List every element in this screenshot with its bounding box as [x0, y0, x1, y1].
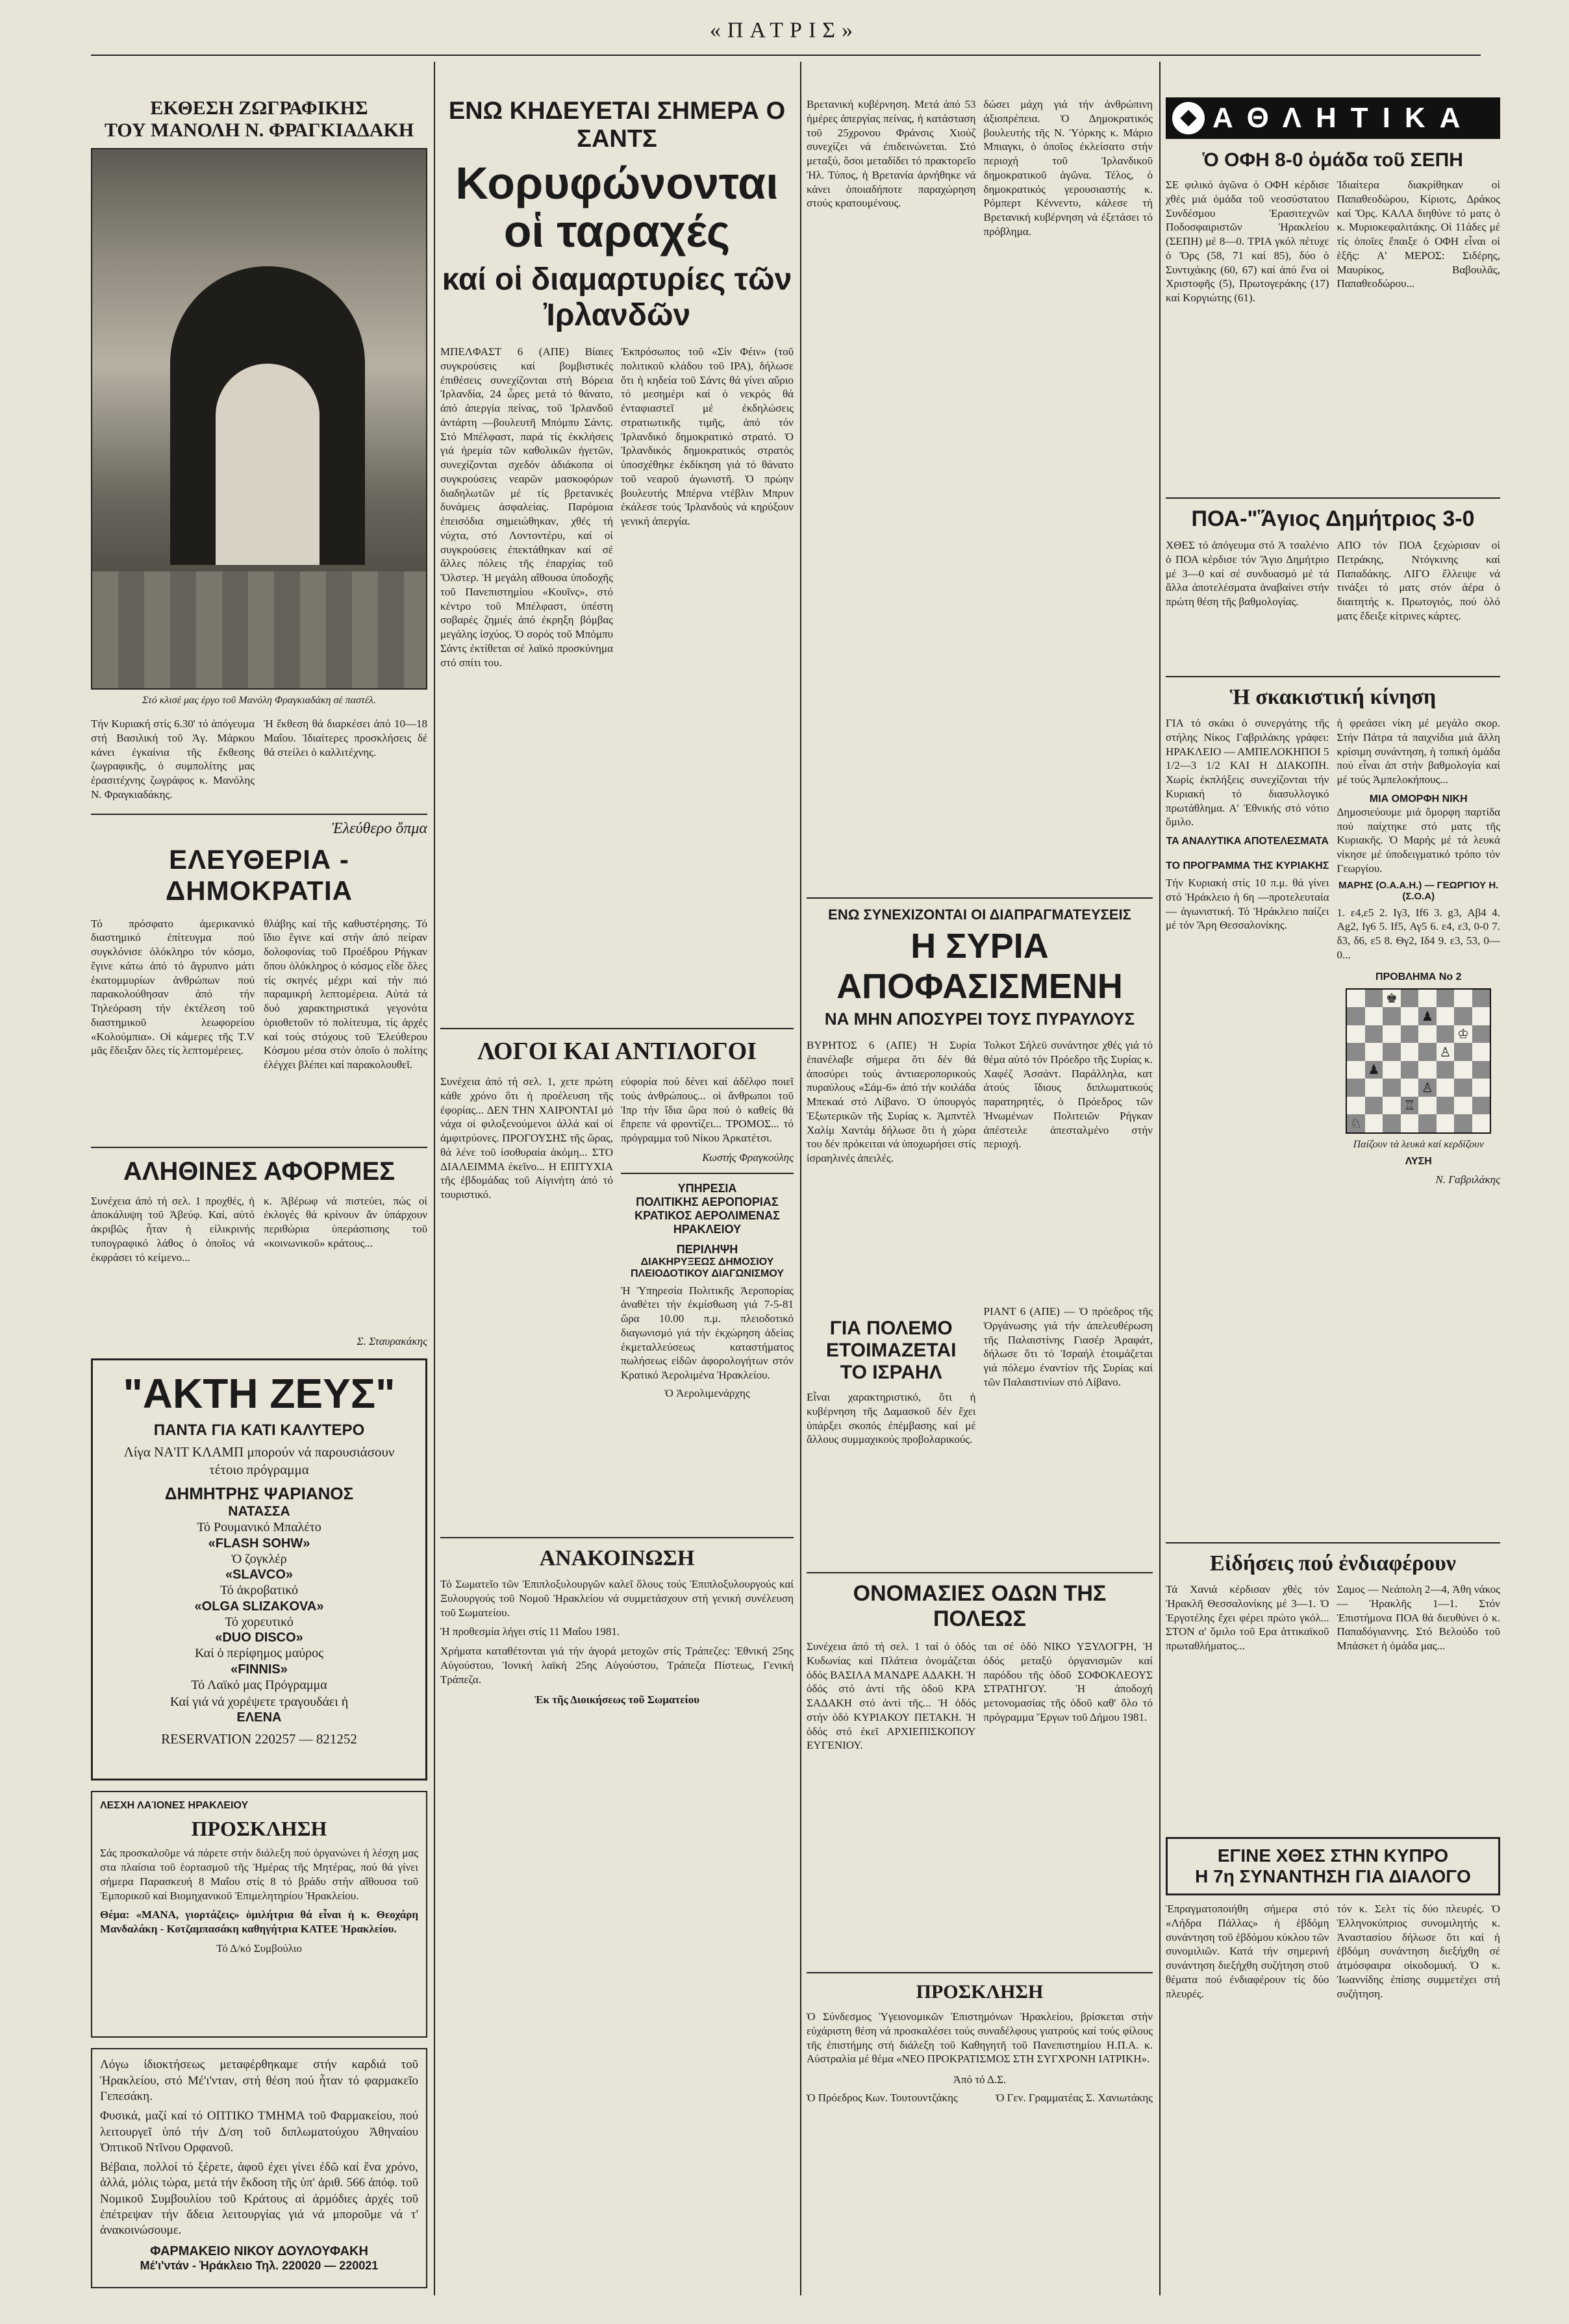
section-divider [1166, 497, 1500, 499]
lineup-item: Καί γιά νά χορέψετε τραγουδάει ἡ [169, 1694, 349, 1709]
chess-square [1418, 1079, 1437, 1097]
chess-programme-title: ΤΟ ΠΡΟΓΡΑΜΜΑ ΤΗΣ ΚΥΡΙΑΚΗΣ [1166, 860, 1329, 871]
chess-square [1401, 1079, 1419, 1097]
column-4 [1166, 97, 1500, 2305]
summary-subtitle: ΔΙΑΚΗΡΥΞΕΩΣ ΔΗΜΟΣΙΟΥ ΠΛΕΙΟΔΟΤΙΚΟΥ ΔΙΑΓΩΝΙΣΜΟΥ [631, 1256, 784, 1279]
chess-square [1383, 1043, 1401, 1061]
football-icon [1172, 102, 1205, 134]
chess-square [1383, 1007, 1401, 1025]
reservation-phone: RESERVATION 220257 — 821252 [161, 1731, 357, 1747]
invitation-title: ΠΡΟΣΚΛΗΣΗ [191, 1817, 327, 1841]
chess-square [1437, 1043, 1455, 1061]
chess-problem-title: ΠΡΟΒΛΗΜΑ Νο 2 [1375, 971, 1462, 982]
freedom-headline: ΕΛΕΥΘΕΡΙΑ - ΔΗΜΟΚΡΑΤΙΑ [166, 843, 353, 906]
lineup-item: «DUO DISCO» [215, 1631, 303, 1645]
chess-square [1365, 1097, 1383, 1115]
chess-square [1401, 1097, 1419, 1115]
chess-piece-icon: ♔ [1457, 1026, 1469, 1042]
chess-square [1472, 1097, 1490, 1115]
chess-square [1454, 1061, 1472, 1079]
chess-square [1454, 1114, 1472, 1132]
israel-war-headline-3: ΤΟ ΙΣΡΑΗΛ [840, 1362, 942, 1383]
akti-zeus-slogan: ΠΑΝΤΑ ΓΙΑ ΚΑΤΙ ΚΑΛΥΤΕΡΟ [153, 1421, 365, 1440]
chess-square [1418, 1114, 1437, 1132]
exhibition-body-left: Τήν Κυριακή στίς 6.30' τό ἀπόγευμα στή Βασιλική τοῦ Ἁγ. Μάρκου κάνει ἐγκαίνια τῆς ἔκθεσης ζωγραφικῆς, ὁ συμπολίτης μας ἐρασιτέχνης ζωγράφος κ. Μανόλης Ν. Φραγκιαδάκης. [91, 718, 255, 801]
cyprus-headline-2: Η 7η ΣΥΝΑΝΤΗΣΗ ΓΙΑ ΔΙΑΛΟΓΟ [1195, 1866, 1471, 1886]
chess-square [1383, 1025, 1401, 1043]
akti-zeus-ad [91, 1358, 427, 1780]
chess-square [1347, 1043, 1365, 1061]
alithines-body-left: Συνέχεια ἀπό τή σελ. 1 προχθές, ἡ ἀποκάλυψη τοῦ Ἀβεύφ. Καί, αὐτό ἀκριβῶς ἦταν ἡ εἰλικρινής τυπογραφικό λάθος ὁ ὁποῖος νά ἐκφράσει τό κείμενο... [91, 1194, 255, 1264]
chess-square [1418, 990, 1437, 1008]
chess-square [1365, 1061, 1383, 1079]
chess-square [1347, 1007, 1365, 1025]
poa-headline: ΠΟΑ-"Ἅγιος Δημήτριος 3-0 [1191, 506, 1475, 531]
alithines-body-right: κ. Ἀβέρωφ νά πιστεύει, πώς οἱ ἐκλογές θά κρίνουν ἄν ὑπάρχουν περιθώρια ὑπεράσπισης τοῦ «κοινωνικοῦ» κράτους... [264, 1194, 427, 1249]
civil-aviation-sign: Ὁ Ἀερολιμενάρχης [664, 1386, 750, 1399]
section-divider [1166, 1542, 1500, 1543]
cyprus-body-right: τόν κ. Σελτ τίς δύο πλευρές. Ὁ Ἑλληνοκύπριος συνομιλητής κ. Ἀναστασίου δήλωσε ὅτι καί ἡ ἑβδόμη συνάντηση διεξήχθη σέ ἀτμόσφαιρα οἰκοδομική. Ὁ κ. Ἰωαννίδης ἐπίσης συμμετέχει στή συζήτηση. [1337, 1903, 1500, 2000]
ofi-body-left: ΣΕ φιλικό ἀγῶνα ὁ ΟΦΗ κέρδισε χθές μιά ὁμάδα τοῦ νεοσύστατου Συνδέσμου Ἐρασιτεχνῶν Ποδοσφαιριστῶν Ἡρακλείου (ΣΕΠΗ) μέ 8—0. ΤΡΙΑ γκόλ πέτυχε ὁ Ὄρς (58, 71 καί 85), δύο ὁ Συντιχάκης (60, 67) καί ἀπό ἕνα οἱ Χριστοφῆς (5), Πρωτογεράκης (17) καί Κοργιώτης (61). [1166, 179, 1329, 304]
chess-square [1347, 1079, 1365, 1097]
chess-square [1347, 1061, 1365, 1079]
logoi-body-right: εὐφορία πού δένει καί ἀδέλφο ποιεῖ τούς ἀνθρώπους... οἱ ἄνθρωποι τοῦ Ἰπρ τήν ἴδια ὥρα πού ὁ καθείς θά ἔπρεπε νά φροντίζει... ΤΡΟΜΟΣ... τό πρόγραμμα τοῦ Νίκου Ἀρκατέτσι. [621, 1075, 794, 1144]
section-divider [807, 1972, 1153, 1973]
syria-headline: Η ΣΥΡΙΑ ΑΠΟΦΑΣΙΣΜΕΝΗ [836, 927, 1123, 1006]
lineup-item: Τό Λαϊκό μας Πρόγραμμα [191, 1677, 327, 1692]
announcement-note: Χρήματα καταθέτονται γιά τήν ἀγορά μετοχῶν στίς Τράπεζες: Ἐθνική 25ης Αὐγούστου, Ἰονική λαϊκή 25ης Αὐγούστου, Τράπεζα Πίστεως, Γενική Τράπεζα. [440, 1645, 794, 1686]
syria-kicker: ΕΝΩ ΣΥΝΕΧΙΖΟΝΤΑΙ ΟΙ ΔΙΑΠΡΑΓΜΑΤΕΥΣΕΙΣ [828, 906, 1131, 923]
chess-square [1365, 1114, 1383, 1132]
chess-square [1454, 1043, 1472, 1061]
chess-square [1454, 990, 1472, 1008]
announcement-sign: Ἐκ τῆς Διοικήσεως τοῦ Σωματείου [534, 1693, 700, 1706]
civil-aviation-title-2: ΠΟΛΙΤΙΚΗΣ ΑΕΡΟΠΟΡΙΑΣ [636, 1195, 779, 1208]
chess-square [1401, 990, 1419, 1008]
chess-piece-icon: ♟ [1422, 1008, 1433, 1024]
chess-square [1472, 990, 1490, 1008]
column-divider [1159, 62, 1161, 2295]
chess-square [1383, 1114, 1401, 1132]
chess-square [1454, 1079, 1472, 1097]
announcement-body: Τό Σωματεῖο τῶν Ἐπιπλοξυλουργῶν καλεῖ ὅλους τούς Ἐπιπλοξυλουργούς καί Ξυλουργούς τοῦ Νομοῦ Ἡρακλείου νά συμμετάσχουν στή γενική συνέλευση τοῦ Σωματείου. [440, 1578, 794, 1619]
section-divider [807, 897, 1153, 899]
lineup-item: «SLAVCO» [225, 1568, 294, 1582]
chess-square [1454, 1097, 1472, 1115]
lions-club-invitation [91, 1791, 427, 2038]
israel-war-body-right: ΡΙΑΝΤ 6 (ΑΠΕ) — Ὁ πρόεδρος τῆς Ὀργάνωσης γιά τήν ἀπελευθέρωση τῆς Παλαιστίνης Γιασέρ Ἀραφάτ, δήλωσε ὅτι τό Ἰσραήλ ἑτοιμάζεται γιά πόλεμο ἐναντίον τῆς Συρίας καί τῶν Παλαιστινίων στό Λίβανο. [983, 1305, 1153, 1388]
chess-square [1401, 1114, 1419, 1132]
masthead-rule [91, 55, 1481, 56]
column-divider [800, 62, 801, 2295]
chess-game-title: ΜΙΑ ΟΜΟΡΦΗ ΝΙΚΗ [1369, 793, 1468, 805]
sands-article-part-1: ΜΠΕΛΦΑΣΤ 6 (ΑΠΕ) Βίαιες συγκρούσεις καί βομβιστικές ἐπιθέσεις συνεχίζονται στή Βόρεια Ἰρλανδία, 24 ὧρες μετά τό θάνατο, ἀπό ἀπεργία πείνας, τοῦ Ἰρλανδοῦ ἀντάρτη —βουλευτῆ Μπόμπυ Σάντς. Στό Μπέλφαστ, παρά τίς ἐκκλήσεις γιά ἠρεμία τῶν καθολικῶν ἠγετῶν, συνεχίζονται σχεδόν ἀδιάκοπα οἱ συγκρούσεις νεαρῶν μασκοφόρων διαδηλωτῶν μέ τίς βρετανικές δυνάμεις ἀσφαλείας. Παρόμοια ἐπεισόδια σημειώθηκαν, χθές τή νύχτα, στό Λοντοντέρυ, καί οἱ συγκρούσεις ἐπεκτάθηκαν καί σέ ἄλλες πόλεις τῆς ἐπαρχίας τοῦ Ὄλστερ. Ἡ μεγάλη αἴθουσα ὑποδοχῆς τοῦ Πανεπιστημίου «Κουῖνς», στό κέντρο τοῦ Μπέλφαστ, ὑπέστη σοβαρές ζημιές ἀπό ἐκρηξη βόμβας μεγάλης ἰσχύος. Ὁ σορός τοῦ Μπόμπυ Σάντς ἐκτίθεται σέ λαϊκό προσκύνημα στό σπίτι του. [440, 345, 613, 669]
ofi-headline: Ὁ ΟΦΗ 8-0 ὁμάδα τοῦ ΣΕΠΗ [1203, 149, 1463, 171]
lineup-item: «OLGA SLIZAKOVA» [194, 1599, 324, 1614]
section-divider [1166, 676, 1500, 677]
announcement-title: ΑΝΑΚΟΙΝΩΣΗ [539, 1546, 695, 1570]
chess-square [1418, 1061, 1437, 1079]
chess-problem-caption: Παίζουν τά λευκά καί κερδίζουν [1353, 1138, 1484, 1150]
chess-square [1401, 1007, 1419, 1025]
poa-body-left: ΧΘΕΣ τό ἀπόγευμα στό Ἀ τσαλένιο ὁ ΠΟΑ κέρδισε τόν Ἅγιο Δημήτριο μέ 3—0 καί σέ συνδυασμό μέ τά ἄλλα ἀποτελέσματα ἀναβαίνει στήν πρώτη θέση τῆς βαθμολογίας. [1166, 539, 1329, 608]
akti-zeus-intro: Λίγα ΝΑ'ΙΤ ΚΛΑΜΠ μπορούν νά παρουσιάσουν [123, 1444, 395, 1460]
syria-body-right: Τολκοτ Σήλεϋ συνάντησε χθές γιά τό θέμα αὐτό τόν Πρόεδρο τῆς Συρίας κ. Χαφέζ Ἀσσάντ. Παράλληλα, κατ ἀτούς ἴδιους διπλωματικούς παρατηρητές, ὁ Πρόεδρος τῶν Ἡνωμένων Πολιτειῶν Ρήγκαν ἀπέστειλε ἀπεσταλμένο στήν περιοχή. [983, 1039, 1153, 1151]
lineup-item: ΕΛΕΝΑ [236, 1710, 282, 1725]
street-names-headline: ΟΝΟΜΑΣΙΕΣ ΟΔΩΝ ΤΗΣ ΠΟΛΕΩΣ [853, 1581, 1107, 1631]
civil-aviation-title-3: ΚΡΑΤΙΚΟΣ ΑΕΡΟΛΙΜΕΝΑΣ [634, 1208, 780, 1222]
chess-results-title: ΤΑ ΑΝΑΛΥΤΙΚΑ ΑΠΟΤΕΛΕΣΜΑΤΑ [1166, 836, 1329, 847]
freedom-body-left: Τό πρόσφατο ἀμερικανικό διαστημικό ἐπίτευγμα πού συγκλόνισε ὁλόκληρο τόν κόσμο, ἔγινε κάτω ἀπό τό ἄγρυπνο μάτι ἑκατομμυρίων ἀνθρώπων πού παρακολούθησαν ἀπό τήν Τηλεόραση τήν ἐκτέλεση τοῦ διαστημικοῦ λεωφορείου «Κολούμπια». Οἱ κάμερες τῆς Τ.V μᾶς ἔδειξαν ὅλες τίς λεπτομέρειες. [91, 917, 255, 1057]
civil-aviation-body: Ἡ Ὑπηρεσία Πολιτικῆς Ἀεροπορίας ἀναθέτει τήν ἐκμίσθωση γιά 7-5-81 ὥρα 10.00 π.μ. πλειοδοτικό διαγωνισμό γιά τήν ἐκχώρηση ἀδείας ἐκμεταλλεύσεως καταστήματος πωλήσεως εἰδῶν ἀφορολογήτων στόν Κρατικό Ἀερολιμένα Ἡρακλείου. [621, 1284, 794, 1381]
announcement-deadline: Ἡ προθεσμία λήγει στίς 11 Μαΐου 1981. [440, 1625, 620, 1638]
pharmacy-body-2: Φυσικά, μαζί καί τό ΟΠΤΙΚΟ ΤΜΗΜΑ τοῦ Φαρμακείου, πού λειτουργεῖ ὑπό τήν Δ/ση τοῦ διπλωματούχου Ἀθηναίου Ὀπτικοῦ Ντῖνου Ορφανοῦ. [100, 2109, 418, 2155]
chess-square [1401, 1043, 1419, 1061]
lineup-item: Καί ὁ περίφημος μαύρος [194, 1646, 324, 1661]
akti-zeus-intro2: τέτοιο πρόγραμμα [209, 1462, 309, 1478]
chess-square [1383, 1079, 1401, 1097]
pharmacy-notice [91, 2048, 427, 2288]
secretary-sign: Ὁ Γεν. Γραμματέας Σ. Χανιωτάκης [995, 2091, 1153, 2104]
chess-square [1437, 990, 1455, 1008]
chess-square [1365, 1025, 1383, 1043]
chess-square [1418, 1025, 1437, 1043]
chess-square [1401, 1025, 1419, 1043]
doctors-invitation-sign: Ἀπό τό Δ.Σ. [953, 2073, 1007, 2086]
chess-signature: Ν. Γαβριλάκης [1435, 1173, 1500, 1186]
pharmacy-body-3: Βέβαια, πολλοί τό ξέρετε, ἀφοῦ ἐχει γίνει ἐδῶ καί ἕνα χρόνο, ἀλλά, μόλις τώρα, μετά τήν ἔκδοση τῆς ὑπ' ἀριθ. 566 ἀπόφ. τοῦ Νομικοῦ Συμβουλίου τοῦ Κράτους αἱ ἀρμόδιες ἀρχές τοῦ ἐπέτρεψαν τήν ἄδεια λειτουργίας γιά νά μποροῦμε νά τ' ἀνακοινώσουμε. [100, 2160, 418, 2238]
column-3 [807, 97, 1153, 2305]
free-speech-note: Ἐλεύθερο ὄπμα [331, 819, 427, 837]
summary-title: ΠΕΡΙΛΗΨΗ [676, 1242, 738, 1256]
civil-aviation-title-4: ΗΡΑΚΛΕΙΟΥ [673, 1222, 742, 1236]
alithines-headline: ΑΛΗΘΙΝΕΣ ΑΦΟΡΜΕΣ [123, 1156, 395, 1186]
chess-headline: Ἡ σκακιστική κίνηση [1229, 685, 1437, 709]
logoi-body-left: Συνέχεια ἀπό τή σελ. 1, χετε πρώτη κάθε χρόνο ὅτι ἡ προέλευση τῆς ἐφορίας... ΔΕΝ ΤΗΝ ΧΑΙΡΟΝΤΑΙ μό νάχα οἱ φιλοξενούμενοι ἀλλά καί οἱ ἀμφιτρύονες. ΠΡΟΓΟΥΣΗΣ τῆς ὥρας, θά λένε τοῦ ἰσοθυραία ἀκόμη... ΣΤΟ ΔΙΑΛΕΙΜΜΑ ἐκεῖνο... Η ΕΠΙΤΥΧΙΑ τῆς ἐβδομάδας τοῦ Αἰγινήτη ἀπό τό τουριστικό. [440, 1075, 613, 1201]
akti-zeus-title: "ΑΚΤΗ ΖΕΥΣ" [123, 1370, 395, 1418]
chess-piece-icon: ♖ [1403, 1097, 1416, 1114]
chess-square [1437, 1097, 1455, 1115]
akti-zeus-lineup [99, 1484, 419, 1725]
chess-square [1472, 1007, 1490, 1025]
chess-square [1437, 1061, 1455, 1079]
doctors-invitation-title: ΠΡΟΣΚΛΗΣΗ [916, 1981, 1044, 2003]
freedom-body-right: θλάβης καί τῆς καθυστέρησης. Τό ἴδιο ἔγινε καί στήν ἀπό πείραν δολοφονίας τοῦ Προέδρου Ρήγκαν ὅπου ὁλόκληρος ὁ κόσμος εἶδε ὅλες τίς σκηνές μέχρι καί τήν πιό παραμικρή λεπτομέρεια. Αὐτά τά δυό χαρακτηριστικά γεγονότα ὁριοθετοῦν τό πολίτευμα, τίς ἀρχές καί τούς στόχους τοῦ Ἐλεύθερου Κόσμου μέσα στόν ὁποῖο ὁ πολίτης ἐλέγχει βλέπει καί παρακολουθεῖ. [264, 917, 427, 1071]
invitation-theme: Θέμα: «ΜΑΝΑ, γιορτάζεις» ὁμιλήτρια θά εἶναι ἡ κ. Θεοχάρη Μανδαλάκη - Κοτζαμπασάκη καθηγήτρια ΚΑΤΕΕ Ἡρακλείου. [100, 1908, 418, 1935]
chess-square [1472, 1061, 1490, 1079]
chess-programme-body: Τήν Κυριακή στίς 10 π.μ. θά γίνει στό Ἡράκλειο ἡ 6η —προτελευταία— ἀγωνιστική. Τό Ἡράκλειο παίζει μέ τόν Ἄρη Θεσσαλονίκης. [1166, 877, 1329, 932]
chess-square [1418, 1007, 1437, 1025]
section-divider [807, 1572, 1153, 1573]
exhibition-photo [91, 148, 427, 690]
column-divider [434, 62, 435, 2295]
photo-caption: Στό κλισέ μας έργο τοῦ Μανόλη Φραγκιαδάκη σέ παστέλ. [142, 695, 376, 706]
lineup-item: ΔΗΜΗΤΡΗΣ ΨΑΡΙΑΝΟΣ [164, 1484, 354, 1503]
chess-square [1347, 1025, 1365, 1043]
logoi-signature: Κωστής Φραγκούλης [702, 1151, 794, 1164]
sands-article-part-4: δώσει μάχη γιά τήν ἀνθρώπινη ἀξιοπρέπεια. Ὁ Δημοκρατικός βουλευτής τῆς Ν. Ὑόρκης κ. Μάριο Μπιαγκι, ὁ ὁποῖος ἐκλείσατο στήν περιοχή τοῦ Ἰρλανδικοῦ δημοκρατικοῦ ἀγῶνα. Τέλος, ὁ δημοκρατικός γερουσιαστής κ. Ρόμπερτ Κέννεντυ, κάλεσε τή Βρετανική κυβέρνηση νά ἐξετάσει τό πρόβλημα. [983, 98, 1153, 238]
chess-square [1365, 990, 1383, 1008]
chess-square [1418, 1043, 1437, 1061]
chess-square [1437, 1079, 1455, 1097]
chess-piece-icon: ♙ [1422, 1079, 1433, 1095]
civil-aviation-title: ΥΠΗΡΕΣΙΑ [677, 1181, 737, 1195]
syria-subheadline: ΝΑ ΜΗΝ ΑΠΟΣΥΡΕΙ ΤΟΥΣ ΠΥΡΑΥΛΟΥΣ [824, 1009, 1135, 1029]
street-names-body-left: Συνέχεια ἀπό τή σελ. 1 ταί ὁ ὁδός Κυδωνίας καί Πλάτεια ὀνομάζεται ὁδός ΒΑΣΙΛΑ ΜΑΝΔΡΕ ΑΔΑΚΗ. Ἡ ὁδός στό ἀντί τῆς ὁδοῦ ΚΡΑ ΣΑΔΑΚΗ στό ἀντί τῆς... Ἡ ὁδός στήν ὁδό ΚΥΡΙΑΚΟΥ ΠΕΤΑΚΗ. Ἡ ὁδός στό ἐκεῖ ΑΡΧΙΕΠΙΣΚΟΠΟΥ ΕΥΓΕΝΙΟΥ. [807, 1640, 976, 1752]
logoi-headline: ΛΟΓΟΙ ΚΑΙ ΑΝΤΙΛΟΓΟΙ [477, 1038, 757, 1065]
chess-square [1437, 1007, 1455, 1025]
sands-headline: Κορυφώνονται οἱ ταραχές [455, 158, 779, 256]
street-names-body-right: ται σέ ὁδό ΝΙΚΟ ΥΞΥΛΟΓΡΗ, Ἡ ὁδός μεταξύ ὀργανισμῶν καί παρόδου τῆς ὁδοῦ ΣΟΦΟΚΛΕΟΥΣ ΣΤΡΑΤΗΓΟΥ. Ἡ ἀποδοχή μετονομασίας τῆς ὁδοῦ καθ' ὅλο τό πρόγραμμα Ἔργων τοῦ Δήμου 1981. [983, 1640, 1153, 1723]
exhibition-body-right: Ἡ ἔκθεση θά διαρκέσει ἀπό 10—18 Μαΐου. Ἰδιαίτερες προσκλήσεις δέ θά στείλει ὁ καλλιτέχνης. [264, 718, 427, 758]
syria-body-left: ΒΥΡΗΤΟΣ 6 (ΑΠΕ) Ἡ Συρία ἐπανέλαβε σήμερα ὅτι δέν θά ἀποσύρει τούς ἀντιαεροπορικούς πυραύλους «Σάμ-6» ἀπό τήν κοιλάδα Μπεκαά στό Λίβανο. Ὁ ὑπουργός Ἐξωτερικῶν τῆς Συρίας κ. Ἀμπντέλ Χαλίμ Χαντάμ δήλωσε ὅτι ἡ χώρα του δέν πρόκειται νά ὑποχωρήσει στίς ἰσραηλινές ἀπειλές. [807, 1039, 976, 1164]
news-headline: Εἰδήσεις πού ἐνδιαφέρουν [1209, 1551, 1456, 1575]
chess-game-body: Δημοσιεύουμε μιά ὄμορφη παρτίδα πού παίχτηκε στό ματς τῆς Κυριακῆς. Ὁ Μαρής μέ τά λευκά νίκησε μέ ὑποδειγματικό τρόπο τόν Γεωργίου. [1337, 805, 1500, 875]
chess-piece-icon: ♘ [1350, 1115, 1362, 1131]
section-divider [91, 1147, 427, 1148]
chess-square [1454, 1025, 1472, 1043]
chess-body-right: ἡ φρεάσει νίκη μέ μεγάλο σκορ. Στήν Πάτρα τά παιχνίδια μιά ἄλλη κρίσιμη συνάντηση, ἡ τοπική ὁμάδα πού εἶναι ἀπ στήν βαθμολογία καί μέ τούς Ἀμπελοκήπους... [1337, 717, 1500, 786]
chess-square [1418, 1097, 1437, 1115]
invitation-body: Σάς προσκαλοῦμε νά πάρετε στήν διάλεξη πού ὀργανώνει ἡ λέσχη μας στα πλαίσια τοῦ ἑορτασμοῦ τῆς Ἡμέρας τῆς Μητέρας, πού θά γίνει σήμερα Παρασκευή 8 Μαΐου στίς 8 τό βράδυ στήν αἴθουσα τοῦ Ἐμπορικοῦ καί Βιομηχανικοῦ Ἐπιμελητηρίου Ἡρακλείου. [100, 1847, 418, 1902]
chess-moves: 1. ε4,ε5 2. Ιγ3, Ιf6 3. g3, Αβ4 4. Αg2, Ιγ6 5. Ιf5, Αγ5 6. ε4, ε3, 0-0 7. δ3, δ6, ε5 8. Θγ2, Ιδ4 9. ε3, 53, 0—0... [1337, 906, 1500, 961]
chess-square [1365, 1079, 1383, 1097]
chess-square [1437, 1114, 1455, 1132]
chess-square [1347, 990, 1365, 1008]
sports-banner [1166, 97, 1500, 139]
chess-square [1472, 1079, 1490, 1097]
column-1 [91, 97, 427, 2305]
president-sign: Ὁ Πρόεδρος Κων. Τουτουντζάκης [807, 2091, 958, 2104]
chess-square [1383, 1097, 1401, 1115]
ofi-body-right: Ἰδιαίτερα διακρίθηκαν οἱ Παπαθεοδώρου, Κίριοτς, Δράκος καί Ὄρς. ΚΑΛΑ διηθύνε τό ματς ὁ κ. Μυριοκεφαλιτάκης. Οἱ 11άδες μέ τίς ὁποῖες ἔπαιξε ὁ ΟΦΗ εἶναι οἱ ἑξῆς: Α' ΜΕΡΟΣ: Σιδέρης, Μαυρίκος, Βαβουλᾶς, Παπαθεοδώρου... [1337, 179, 1500, 290]
chess-square [1437, 1025, 1455, 1043]
lineup-item: Τό ἀκροβατικό [220, 1583, 299, 1598]
doctors-invitation-body: Ὁ Σύνδεσμος Ὑγειονομικῶν Ἐπιστημόνων Ἡρακλείου, βρίσκεται στήν εὐχάριστη θέση νά προσκαλέσει τούς συναδέλφους γιατρούς καί τούς φίλους τῆς ἐπιστήμης στή διάλεξη τοῦ Καθηγητῆ τοῦ Πανεπιστημίου Η.Π.Α. κ. Αὐστραλία μέ θέμα «ΝΕΟ ΠΡΟΚΡΑΤΙΣΜΟΣ ΣΤΗ ΣΥΓΧΡΟΝΗ ΙΑΤΡΙΚΗ». [807, 2010, 1153, 2066]
chess-piece-icon: ♙ [1439, 1043, 1451, 1060]
cyprus-headline: ΕΓΙΝΕ ΧΘΕΣ ΣΤΗΝ ΚΥΠΡΟ [1217, 1845, 1449, 1866]
chess-square [1347, 1097, 1365, 1115]
lineup-item: «FLASH SOHW» [208, 1536, 310, 1551]
lineup-item: Τό χορευτικό [225, 1614, 294, 1629]
chess-players: ΜΑΡΗΣ (Ο.Α.Α.Η.) — ΓΕΩΡΓΙΟΥ Η. (Σ.Ο.Α) [1338, 879, 1499, 902]
chess-square [1454, 1007, 1472, 1025]
cyprus-body-left: Ἐπραγματοποιήθη σήμερα στό «Λήδρα Πάλλας» ἡ ἑβδόμη συνάντηση τοῦ ἑβδόμου κύκλου τῶν συνομιλιῶν. Κατά τήν σημερινή συνάντηση διεξήχθη συζήτηση στοῦ θέματα πού ἐνδιαφέρουν τίς δύο πλευρές. [1166, 1903, 1329, 2000]
chess-body-left: ΓΙΑ τό σκάκι ὁ συνεργάτης τῆς στήλης Νίκος Γαβριλάκης γράφει: ΗΡΑΚΛΕΙΟ — ΑΜΠΕΛΟΚΗΠΟΙ 5 1/2—3 1/2 ΚΑΙ Η ΔΙΑΚΟΠΗ. Χωρίς ἐκπλήξεις συνεχίζονται τήν Κυριακή τό διασυλλογικό πρωτάθλημα. Α' Ἐθνικής στό νότιο ὅμιλο. [1166, 717, 1329, 829]
chess-square [1383, 990, 1401, 1008]
pharmacy-name: ΦΑΡΜΑΚΕΙΟ ΝΙΚΟΥ ΔΟΥΛΟΥΦΑΚΗ [150, 2243, 368, 2258]
chess-board [1346, 988, 1491, 1134]
masthead: «ΠΑΤΡΙΣ» [709, 18, 860, 42]
chess-piece-icon: ♟ [1368, 1062, 1380, 1078]
section-divider [440, 1537, 794, 1538]
pharmacy-address: Μέ'ι'ντάν - Ἡράκλειο Τηλ. 220020 — 220021 [140, 2258, 379, 2272]
chess-square [1472, 1043, 1490, 1061]
invitation-sign: Τό Δ/κό Συμβούλιο [216, 1942, 302, 1955]
lineup-item: «FINNIS» [231, 1662, 288, 1677]
news-body-left: Τά Χανιά κέρδισαν χθές τόν Ἡρακλῆ Θεσσαλονίκης μέ 3—1. Ὁ Ἐργοτέλης ἔχει φέρει πρώτο γκόλ... ΣΤΟΝ α' ὅμιλο τοῦ Ερα ἀττικαϊκοῦ πρωταθλήματος... [1166, 1583, 1329, 1652]
lineup-item: ΝΑΤΑΣΣΑ [228, 1504, 290, 1519]
exhibition-title: ΕΚΘΕΣΗ ΖΩΓΡΑΦΙΚΗΣ [150, 97, 368, 119]
chess-square [1472, 1114, 1490, 1132]
sands-article-part-2: Ἐκπρόσωπος τοῦ «Σίν Φέιν» (τοῦ πολιτικοῦ κλάδου τοῦ IPA), δήλωσε ὅτι ἡ κηδεία τοῦ Σάντς θά γίνει αὔριο τό μεσημέρι καί ὁ νεκρός θά ἐνταφιαστεῖ μέ ἐκδηλώσεις στρατιωτικῆς τιμῆς, ἀπό τόν Ἰρλανδικό δημοκρατικό στρατό. Ὁ Ἰρλανδικός δημοκρατικός στρατός ὑποσχέθηκε ἐκδίκηση γιά τό θάνατο τοῦ νεαροῦ ἀγωνιστῆ. Ὁ πρώην βουλευτής Μπέρνα ντέβλιν Μπρυν ἐκάλεσε τούς Ἰρλανδούς νά κηρύξουν γενική ἀπεργία. [621, 345, 794, 527]
chess-square [1365, 1007, 1383, 1025]
chess-square [1472, 1025, 1490, 1043]
pharmacy-body-1: Λόγω ἰδιοκτήσεως μεταφέρθηκαμε στήν καρδιά τοῦ Ἡρακλείου, στό Μέ'ι'νταν, στή θέση πού ἦταν τό φαρμακεῖο Γεπεσάκη. [100, 2058, 418, 2103]
sands-article-part-3: Βρετανική κυβέρνηση. Μετά ἀπό 53 ἡμέρες ἀπεργίας πείνας, ἡ κατάσταση τοῦ 25χρονου Φράνσις Χιούζ συνεχίζει νά ἐπιδεινώνεται. Στό μεταξύ, ὅσοι μεταδίδει τό πρακτορεῖο Ἡλ. Τύπος, ἡ Βρετανία ἀρνήθηκε νά κάνει ὁποιαδήποτε παραχώρηση στούς κρατουμένους. [807, 98, 976, 210]
lineup-item: Τό Ρουμανικό Μπαλέτο [197, 1520, 321, 1534]
israel-war-headline-2: ΕΤΟΙΜΑΖΕΤΑΙ [825, 1340, 957, 1361]
sports-banner-label: ΑΘΛΗΤΙΚΑ [1212, 102, 1475, 134]
section-divider [440, 1028, 794, 1029]
alithines-signature: Σ. Σταυρακάκης [357, 1334, 427, 1347]
chess-square [1383, 1061, 1401, 1079]
sands-kicker: ΕΝΩ ΚΗΔΕΥΕΤΑΙ ΣΗΜΕΡΑ Ο ΣΑΝΤΣ [448, 97, 786, 153]
poa-body-right: ΑΠΟ τόν ΠΟΑ ξεχώρισαν οἱ Πετράκης, Ντόγκινης καί Παπαδάκης. ΛΙΓΟ ἔλλειψε νά τινάξει τό ματς στόν ἀέρα ὁ διαιτητής κ. Πρωτογιός, πού ὁλό ματς ἔδειξε κίτρινες κάρτες. [1337, 539, 1500, 622]
cyprus-box [1166, 1837, 1500, 1895]
chess-piece-icon: ♚ [1386, 990, 1398, 1006]
section-divider [91, 814, 427, 815]
exhibition-subtitle: ΤΟΥ ΜΑΝΟΛΗ Ν. ΦΡΑΓΚΙΑΔΑΚΗ [104, 119, 414, 141]
sands-subheadline: καί οἱ διαμαρτυρίες τῶν Ἰρλανδῶν [442, 262, 792, 332]
lineup-item: Ὁ ζογκλέρ [231, 1551, 287, 1566]
israel-war-body-left: Εἶναι χαρακτηριστικό, ὅτι ἡ κυβέρνηση τῆς Δαμασκοῦ δέν ἔχει ὑπάρξει σκοπός ἐπέμβασης καί μέ ἄλλους συμμαχικούς προβολαρικούς. [807, 1391, 976, 1446]
israel-war-headline: ΓΙΑ ΠΟΛΕΜΟ [829, 1318, 953, 1339]
column-2 [440, 97, 794, 2305]
chess-square [1347, 1114, 1365, 1132]
chess-square [1401, 1061, 1419, 1079]
chess-solution-title: ΛΥΣΗ [1405, 1155, 1432, 1167]
news-body-right: Σαμος — Νεάπολη 2—4, Ἀθη νάκος — Ἡρακλῆς 1—1. Στόν Ἐπιστήμονα ΠΟΑ θά διευθύνει ὁ κ. Παπαδόγιαννης. Στό Βελούδο τοῦ Μπάσκετ ἡ ὁμάδα μας... [1337, 1583, 1500, 1652]
lions-club-name: ΛΕΣΧΗ ΛΑΊΟΝΕΣ ΗΡΑΚΛΕΙΟΥ [100, 1800, 249, 1812]
chess-square [1365, 1043, 1383, 1061]
